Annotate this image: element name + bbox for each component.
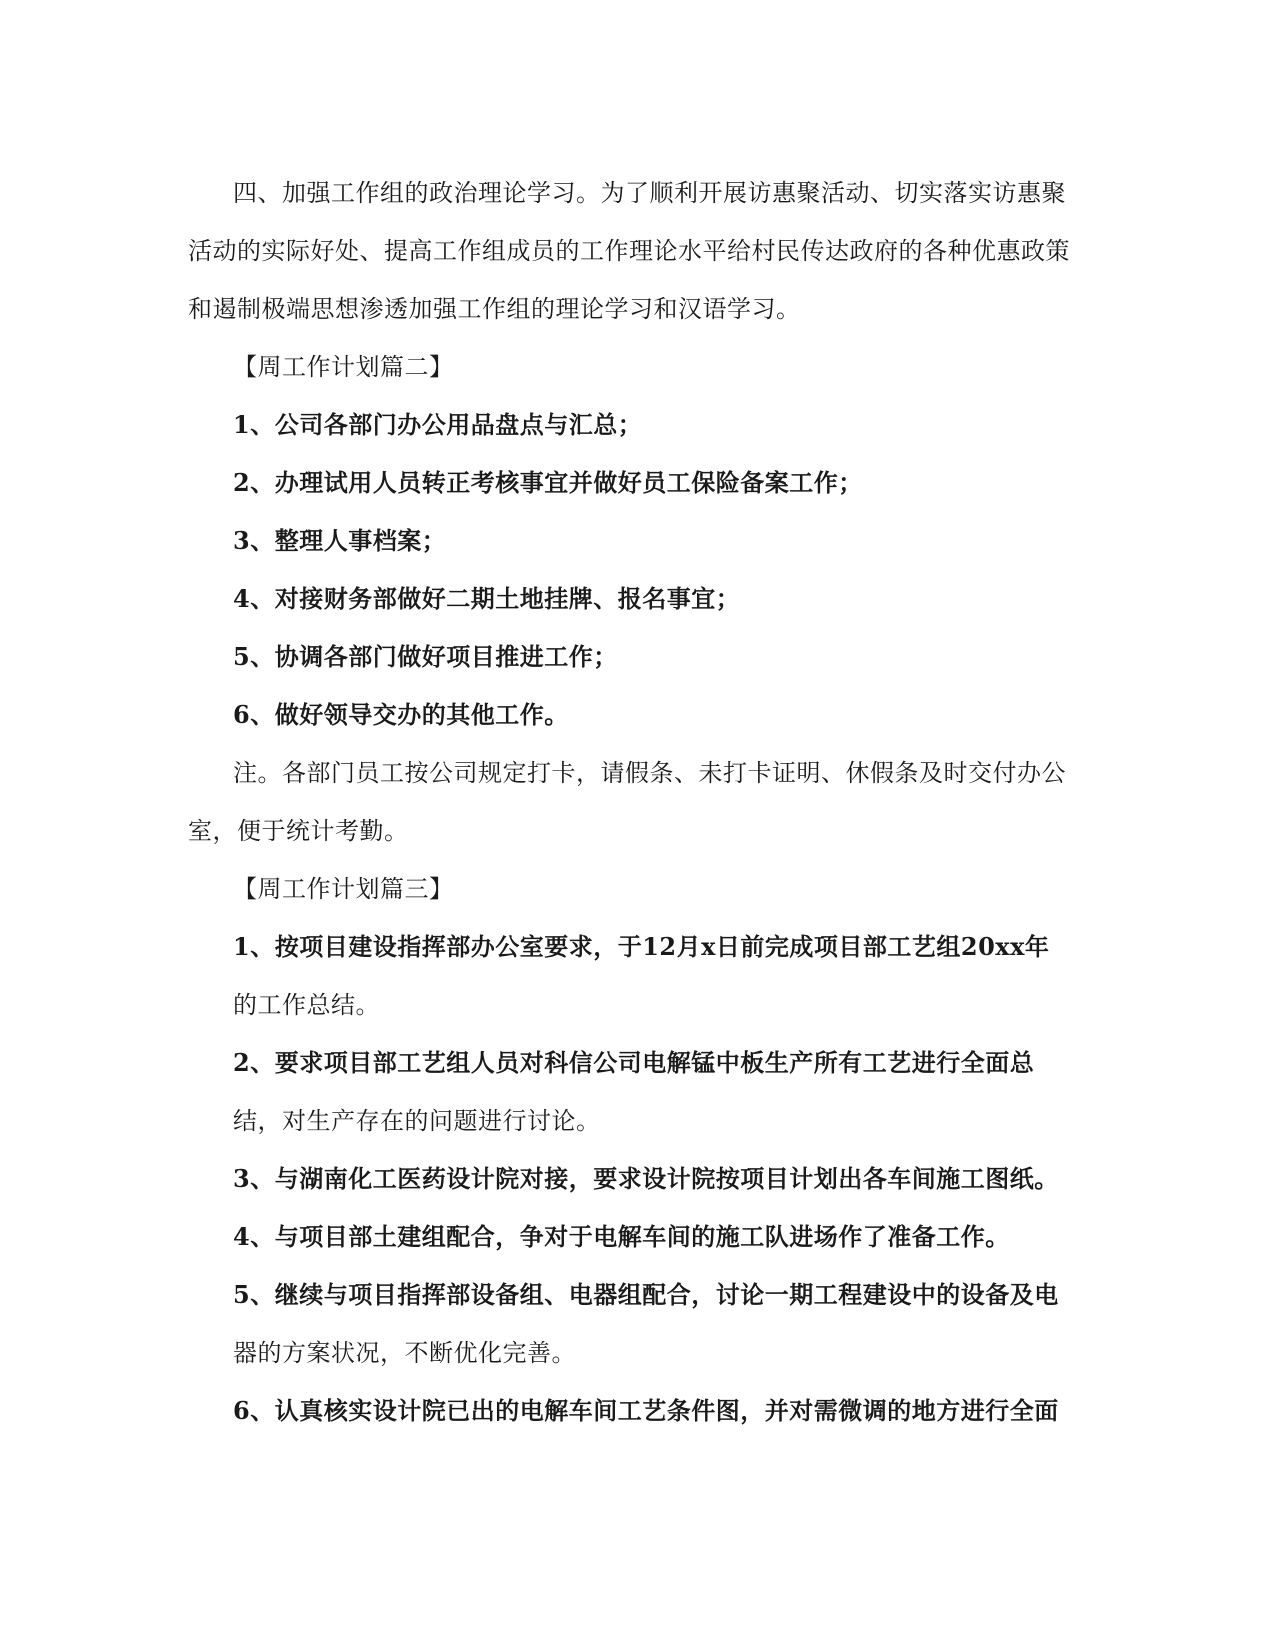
note-line: 室，便于统计考勤。 (188, 817, 409, 845)
list-item: 5、协调各部门做好项目推进工作； (233, 642, 618, 671)
list-item: 4、对接财务部做好二期土地挂牌、报名事宜； (233, 584, 741, 613)
list-item-continuation: 的工作总结。 (233, 991, 380, 1019)
list-item: 1、公司各部门办公用品盘点与汇总； (233, 410, 643, 439)
list-item: 1、按项目建设指挥部办公室要求，于12月x日前完成项目部工艺组20xx年 (233, 932, 1050, 961)
list-item: 2、要求项目部工艺组人员对科信公司电解锰中板生产所有工艺进行全面总 (233, 1048, 1035, 1077)
list-item: 6、做好领导交办的其他工作。 (233, 700, 569, 729)
list-item: 3、整理人事档案； (233, 526, 447, 555)
list-item: 4、与项目部土建组配合，争对于电解车间的施工队进场作了准备工作。 (233, 1222, 1010, 1251)
paragraph-line: 和遏制极端思想渗透加强工作组的理论学习和汉语学习。 (188, 295, 801, 323)
list-item-continuation: 器的方案状况，不断优化完善。 (233, 1339, 576, 1367)
list-item: 6、认真核实设计院已出的电解车间工艺条件图，并对需微调的地方进行全面 (233, 1396, 1059, 1425)
section-heading: 【周工作计划篇三】 (233, 875, 454, 903)
section-heading: 【周工作计划篇二】 (233, 353, 454, 381)
paragraph-line: 活动的实际好处、提高工作组成员的工作理论水平给村民传达政府的各种优惠政策 (188, 237, 1070, 265)
note-line: 注。各部门员工按公司规定打卡，请假条、未打卡证明、休假条及时交付办公 (233, 759, 1066, 787)
list-item: 2、办理试用人员转正考核事宜并做好员工保险备案工作； (233, 468, 863, 497)
list-item-continuation: 结，对生产存在的问题进行讨论。 (233, 1107, 601, 1135)
list-item: 5、继续与项目指挥部设备组、电器组配合，讨论一期工程建设中的设备及电 (233, 1280, 1059, 1309)
list-item: 3、与湖南化工医药设计院对接，要求设计院按项目计划出各车间施工图纸。 (233, 1164, 1059, 1193)
paragraph-line: 四、加强工作组的政治理论学习。为了顺利开展访惠聚活动、切实落实访惠聚 (233, 179, 1066, 207)
